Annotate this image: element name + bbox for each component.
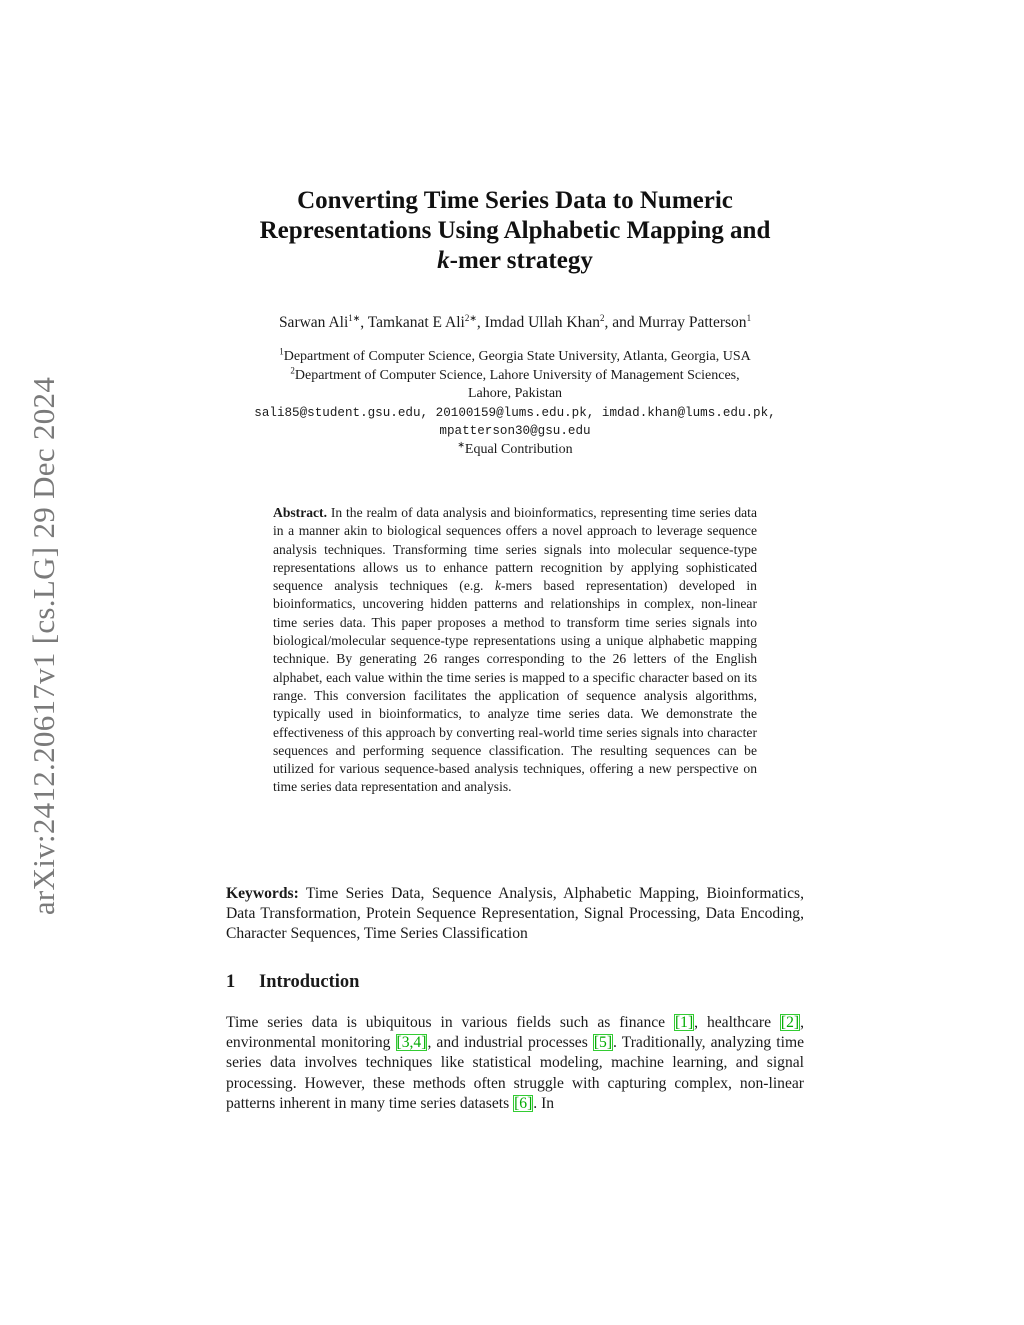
- intro-text: . In: [533, 1094, 555, 1112]
- keywords: [226, 884, 804, 945]
- author-name: Tamkanat E Ali: [367, 314, 465, 331]
- equal-contribution: [180, 438, 850, 460]
- affiliation-2-cont: Lahore, Pakistan: [467, 386, 563, 401]
- intro-text: . Traditionally, analyzing time series data involves techniques like statistical modeling, machine learning, and signal processing. However, these methods often struggle with capturing complex, non-linear patterns inherent in many time series datasets: [226, 1034, 804, 1112]
- affil-sup: 1: [279, 346, 284, 357]
- citation-link[interactable]: [2]: [780, 1014, 800, 1031]
- emails-line-1[interactable]: sali85@student.gsu.edu, 20100159@lums.edu.pk, imdad.khan@lums.edu.pk,: [254, 405, 776, 420]
- section-heading: [226, 972, 359, 993]
- affiliation-1: [180, 348, 850, 367]
- author-name: Murray Patterson: [638, 314, 747, 331]
- author-sup: 1∗: [348, 312, 361, 323]
- section-title: Introduction: [259, 972, 360, 992]
- affil-sup: 2: [290, 364, 295, 375]
- title-line-2: Representations Using Alphabetic Mapping and: [259, 217, 771, 244]
- author-name: Imdad Ullah Khan: [484, 314, 600, 331]
- citation-link[interactable]: [6]: [514, 1094, 533, 1112]
- citation-link[interactable]: [3,4]: [396, 1034, 427, 1052]
- affil-text: Department of Computer Science, Lahore University of Management Sciences,: [294, 367, 740, 383]
- author-sup: 2: [600, 312, 605, 323]
- keywords-text: Time Series Data, Sequence Analysis, Alphabetic Mapping, Bioinformatics, Data Transformation, Protein Sequence Representation, Signal Processing, Data Encoding, Character Sequences, Time Series Classification: [226, 885, 804, 943]
- citation-link[interactable]: [5]: [593, 1034, 613, 1052]
- author-sup: 2∗: [464, 312, 477, 323]
- intro-text: , healthcare: [694, 1014, 780, 1031]
- abstract: [273, 504, 757, 797]
- title-k: k: [437, 247, 450, 274]
- title-line-3-rest: -mer strategy: [449, 247, 593, 274]
- title-line-1: Converting Time Series Data to Numeric: [297, 187, 733, 214]
- title-line-3: [180, 246, 850, 276]
- arxiv-identifier: arXiv:2412.20617v1 [cs.LG] 29 Dec 2024: [26, 376, 62, 916]
- affiliation-2: [180, 364, 850, 386]
- author-list: Sarwan Ali$^{1∗}$, Tamkanat E Ali$^{2∗}$, Imdad Ullah Khan$^2$, and Murray Patterson$^1$: [278, 312, 752, 331]
- emails-line-2[interactable]: mpatterson30@gsu.edu: [439, 424, 591, 438]
- intro-text: Time series data is ubiquitous in various fields such as finance: [226, 1014, 674, 1031]
- abstract-label: Abstract.: [273, 505, 327, 520]
- author-sup: 1: [746, 312, 752, 323]
- intro-paragraph: [226, 1013, 804, 1114]
- intro-text: , environmental monitoring: [226, 1014, 804, 1052]
- affiliations: [180, 348, 850, 459]
- author-name: Sarwan Ali: [278, 314, 349, 331]
- abstract-text-1: In the realm of data analysis and bioinformatics, representing time series data in a manner akin to biological sequences offers a novel approach to leverage sequence analysis techniques. Transforming time series signals into molecular sequence-type representations allows us to enhance pattern recognition by applying sophisticated sequence analysis techniques (e.g.: [273, 505, 757, 594]
- abstract-text-2: -mers based representation) developed in bioinformatics, uncovering hidden patterns and relationships in complex, non-linear time series data. This paper proposes a method to transform time series signals into biological/molecular sequence-type representations using a unique alphabetic mapping technique. By generating 26 ranges corresponding to the 26 letters of the English alphabet, each value within the time series is mapped to a specific character based on its range. This conversion facilitates the application of sequence analysis algorithms, typically used in bioinformatics, to analyze time series data. We demonstrate the effectiveness of this approach by converting real-world time series signals into character sequences and performing sequence classification. The resulting sequences can be utilized for various sequence-based analysis techniques, offering a new perspective on time series data representation and analysis.: [273, 578, 757, 795]
- keywords-label: Keywords:: [226, 885, 299, 902]
- paper-title: [180, 186, 850, 276]
- abstract-k: k: [494, 578, 502, 594]
- arxiv-sidebar: [26, 352, 62, 940]
- equal-sup: ∗: [457, 438, 465, 449]
- affil-text: Department of Computer Science, Georgia State University, Atlanta, Georgia, USA: [283, 349, 751, 364]
- citation-link[interactable]: [1]: [674, 1014, 694, 1031]
- intro-text: , and industrial processes: [427, 1034, 593, 1052]
- equal-text: Equal Contribution: [464, 441, 573, 457]
- section-number: 1: [226, 972, 236, 992]
